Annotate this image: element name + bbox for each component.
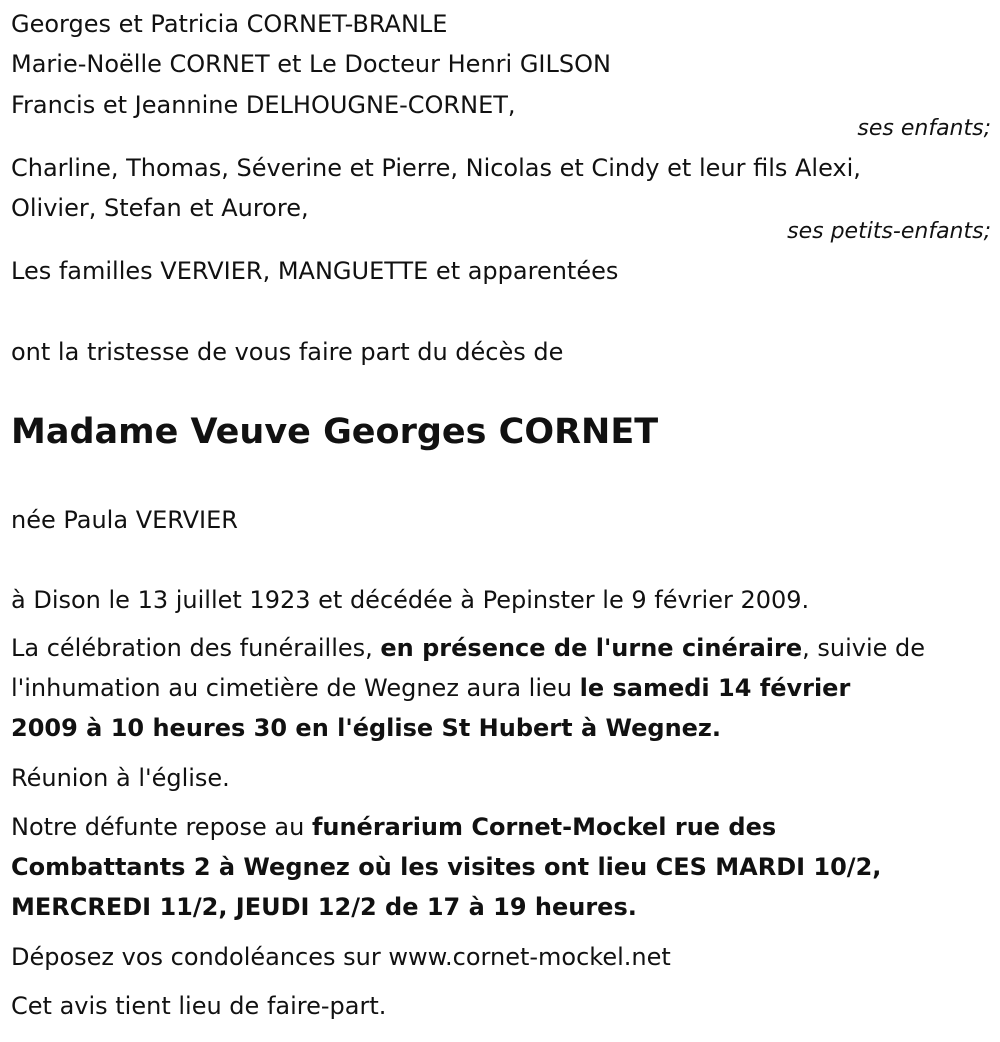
- reunion-line: Réunion à l'église.: [11, 764, 230, 792]
- visits-line-2: [11, 852, 881, 882]
- visits-text-3: MERCREDI 11/2, JEUDI 12/2 de 17 à 19 heures.: [11, 893, 637, 921]
- grandchildren-line-1: Charline, Thomas, Séverine et Pierre, Nicolas et Cindy et leur fils Alexi,: [11, 154, 861, 182]
- ceremony-text-2b: le samedi 14 février: [579, 674, 851, 702]
- closing-line: Cet avis tient lieu de faire-part.: [11, 992, 387, 1020]
- children-label: ses enfants;: [857, 116, 991, 141]
- ceremony-line-1: [11, 633, 925, 663]
- ceremony-text-1c: , suivie de: [802, 634, 926, 662]
- deceased-name: Madame Veuve Georges CORNET: [11, 412, 659, 452]
- visits-line-1: [11, 812, 776, 842]
- ceremony-line-2: [11, 673, 850, 703]
- birth-death-dates: à Dison le 13 juillet 1923 et décédée à Pepinster le 9 février 2009.: [11, 586, 810, 614]
- ceremony-text-3: 2009 à 10 heures 30 en l'église St Hubert à Wegnez.: [11, 714, 722, 742]
- family-children-line-2: Marie-Noëlle CORNET et Le Docteur Henri GILSON: [11, 50, 611, 78]
- maiden-name: née Paula VERVIER: [11, 506, 238, 534]
- ceremony-text-1a: La célébration des funérailles,: [11, 634, 381, 662]
- visits-text-2: Combattants 2 à Wegnez où les visites ont lieu CES MARDI 10/2,: [11, 853, 882, 881]
- visits-text-1b: funérarium Cornet-Mockel rue des: [311, 813, 777, 841]
- visits-text-1a: Notre défunte repose au: [11, 813, 312, 841]
- ceremony-text-1b: en présence de l'urne cinéraire: [380, 634, 803, 662]
- family-children-line-3: Francis et Jeannine DELHOUGNE-CORNET,: [11, 91, 516, 119]
- announcement-line: ont la tristesse de vous faire part du décès de: [11, 338, 564, 366]
- grandchildren-label: ses petits-enfants;: [787, 219, 991, 244]
- condolences-line: Déposez vos condoléances sur www.cornet-mockel.net: [11, 943, 671, 971]
- family-children-line-1: Georges et Patricia CORNET-BRANLE: [11, 10, 448, 38]
- families-line: Les familles VERVIER, MANGUETTE et apparentées: [11, 257, 619, 285]
- grandchildren-line-2: Olivier, Stefan et Aurore,: [11, 194, 309, 222]
- visits-line-3: [11, 892, 637, 922]
- ceremony-line-3: [11, 713, 721, 743]
- ceremony-text-2a: l'inhumation au cimetière de Wegnez aura lieu: [11, 674, 580, 702]
